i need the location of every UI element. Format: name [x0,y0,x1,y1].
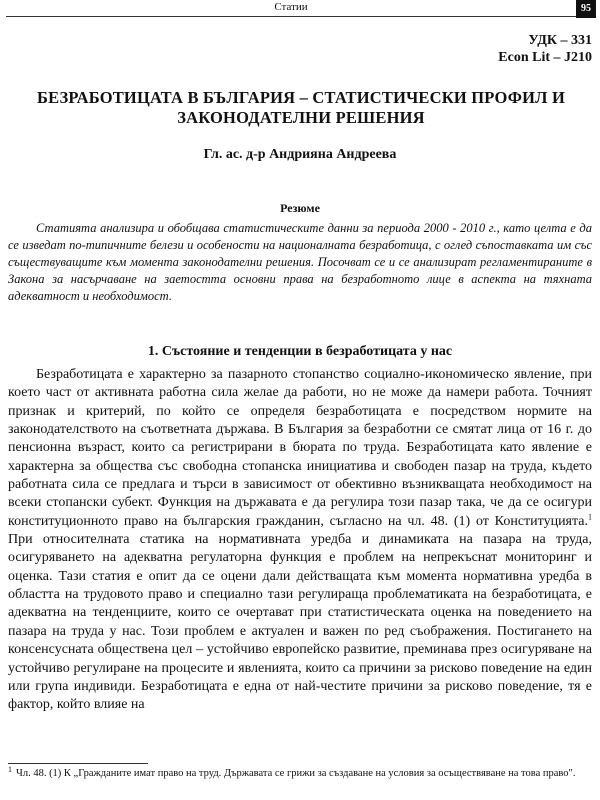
footnote-reference[interactable]: 1 [588,512,592,522]
footnote [8,764,592,781]
running-header [6,0,594,17]
body-text-part-1: Безработицата е характерно за пазарното стопанство социално-икономическо явление, при което част от активната работна сила желае да работи, но не може да намери работа. Точният признак и критерий, по който се определя безработицата е посредством нормите на законодателството на съответната държава. В България за безработни се смятат лица от 16 г. до пенсионна възраст, които са регистрирани в бюрата по труда. Безработицата като явление е характерна за общества със свободна стопанска инициатива и свободен пазар на труда, където работната сила се предлага и търси в зависимост от обективно възникващата необходимост на всеки стопански субект. Функция на държавата е да регулира този пазар така, че да се осигури конституционното право на българския гражданин, съгласно на чл. 48. (1) от Конституцията. [8,367,592,529]
article-title: БЕЗРАБОТИЦАТА В БЪЛГАРИЯ – СТАТИСТИЧЕСКИ ПРОФИЛ И ЗАКОНОДАТЕЛНИ РЕШЕНИЯ [36,88,565,127]
udk-code: УДК – 331 [528,33,592,48]
footnote-mark: 1 [8,764,12,774]
page-number-badge: 95 [576,0,596,18]
article-author: Гл. ас. д-р Андрияна Андреева [203,147,397,162]
footnote-text: Чл. 48. (1) К „Гражданите имат право на труд. Държавата се грижи за създаване на условия за осъществяване на това право". [16,768,576,779]
section-heading: 1. Състояние и тенденции в безработицата у нас [147,344,453,359]
econ-lit-code: Econ Lit – J210 [498,50,592,65]
body-paragraph [8,366,592,715]
section-title: Статии [274,1,308,13]
abstract-heading: Резюме [280,201,320,215]
body-text-part-2: При относителната статика на нормативната уредба и динамиката на пазара на труда, осигуряването на адекватна регулаторна функция е проблем на непрекъснат мониторинг и оценка. Тази статия е опит да се оцени дали действащата към момента нормативна уредба в областта на трудовото право и специално тази регулираща проблематиката на безработицата, е адекватна на тенденциите, които се очертават при статистическата оценка на поведението на пазара на труда у нас. Този проблем е актуален и важен по ред съображения. Постигането на консенсусната обществена цел – устойчиво европейско развитие, преминава през осигуряване на устойчиво регулиране на процесите и явленията, които са причини за рисково поведение на един или група индивиди. Безработицата е една от най-честите причини за рисково поведение, тя е фактор, който влияе на [8,532,592,713]
classification-codes [498,32,592,66]
abstract-text: Статията анализира и обобщава статистическите данни за периода 2000 - 2010 г., като целта е да се изведат по-типичните белези и особености на националната безработица, с оглед съпоставката им със съществуващите към момента законодателни решения. Посочват се и се анализират регламентираните в Закона за насърчаване на заетостта основни права на безработното лице в аспекта на тяхната адекватност и необходимост. [8,221,592,303]
footnote-divider [8,763,148,764]
